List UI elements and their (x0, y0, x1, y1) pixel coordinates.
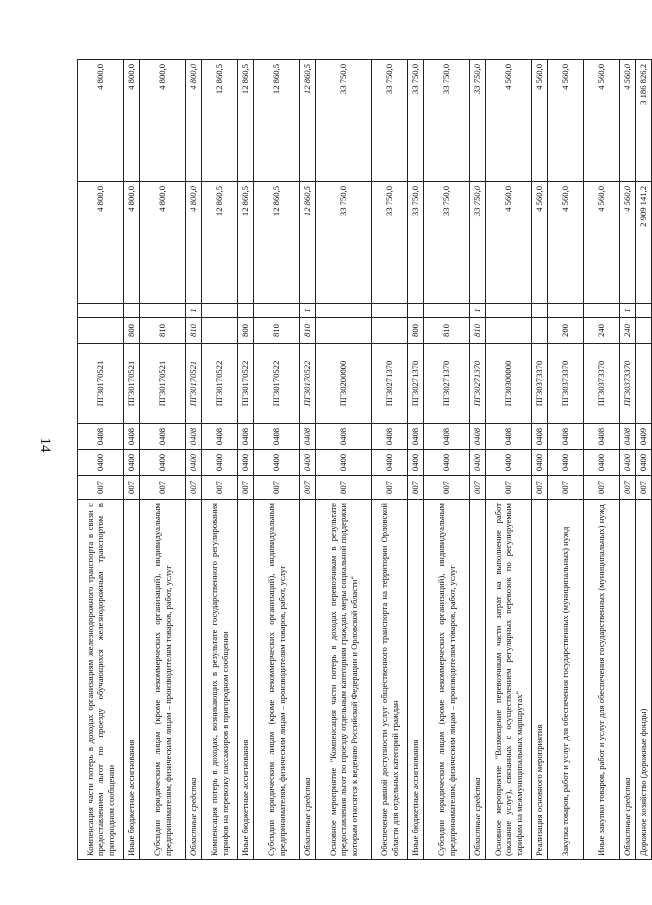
row-name: Субсидии юридическим лицам (кроме некоммерческих организаций), индивидуальным предпринимателям, физическим лицам – производителям товаров, работ, услуг (424, 500, 470, 860)
source-code (636, 304, 652, 318)
row-name: Областные средства (470, 500, 486, 860)
ved-code: 007 (470, 476, 486, 500)
subsection-code: 0408 (78, 424, 124, 450)
section-code: 0400 (372, 450, 408, 476)
expense-type-code (316, 318, 372, 344)
amount-year-1: 2 909 141,2 (636, 182, 652, 304)
ved-code: 007 (486, 476, 532, 500)
table-row (470, 60, 486, 860)
target-article-code: ПГ30300000 (486, 344, 532, 424)
row-name: Основное мероприятие "Возмещение перевозчикам части затрат на выполнение работ (оказание услуг), связанных с осуществлением регулярных перевозок по регулируемым тарифам на межмуниципальных маршрутах" (486, 500, 532, 860)
subsection-code: 0408 (140, 424, 186, 450)
section-code: 0400 (316, 450, 372, 476)
subsection-code: 0408 (470, 424, 486, 450)
source-code (316, 304, 372, 318)
target-article-code: ПГ30170522 (254, 344, 300, 424)
amount-year-2: 4 800,0 (78, 60, 124, 182)
expense-type-code: 810 (300, 318, 316, 344)
table-row (584, 60, 620, 860)
amount-year-2: 33 750,0 (470, 60, 486, 182)
expense-type-code: 810 (186, 318, 202, 344)
table-row (372, 60, 408, 860)
expense-type-code: 810 (140, 318, 186, 344)
expense-type-code: 810 (470, 318, 486, 344)
section-code: 0400 (238, 450, 254, 476)
amount-year-2: 4 560,0 (532, 60, 548, 182)
row-name: Иные закупки товаров, работ и услуг для обеспечения государственных (муниципальных) нужд (584, 500, 620, 860)
section-code: 0400 (202, 450, 238, 476)
table-row (186, 60, 202, 860)
target-article-code: ПГ30271370 (424, 344, 470, 424)
target-article-code: ПГ30170521 (124, 344, 140, 424)
row-name: Иные бюджетные ассигнования (238, 500, 254, 860)
amount-year-1: 4 560,0 (584, 182, 620, 304)
row-name: Реализация основного мероприятия (532, 500, 548, 860)
table-row (300, 60, 316, 860)
amount-year-1: 33 750,0 (470, 182, 486, 304)
table-row (254, 60, 300, 860)
ved-code: 007 (548, 476, 584, 500)
target-article-code: ПГ30373370 (620, 344, 636, 424)
source-code: 1 (300, 304, 316, 318)
source-code (254, 304, 300, 318)
amount-year-2: 12 860,5 (238, 60, 254, 182)
row-name: Субсидии юридическим лицам (кроме некоммерческих организаций), индивидуальным предпринимателям, физическим лицам – производителям товаров, работ, услуг (140, 500, 186, 860)
table-row (408, 60, 424, 860)
expense-type-code: 810 (424, 318, 470, 344)
amount-year-1: 33 750,0 (424, 182, 470, 304)
section-code: 0400 (186, 450, 202, 476)
source-code (424, 304, 470, 318)
ved-code: 007 (316, 476, 372, 500)
expense-type-code (486, 318, 532, 344)
section-code: 0400 (584, 450, 620, 476)
table-row (636, 60, 652, 860)
ved-code: 007 (254, 476, 300, 500)
amount-year-2: 33 750,0 (316, 60, 372, 182)
row-name: Компенсация части потерь в доходах организациям железнодорожного транспорта в связи с предоставлением льгот по проезду обучающихся железнодорожным транспортом в пригородном сообщении (78, 500, 124, 860)
amount-year-1: 33 750,0 (372, 182, 408, 304)
row-name: Субсидии юридическим лицам (кроме некоммерческих организаций), индивидуальным предпринимателям, физическим лицам – производителям товаров, работ, услуг (254, 500, 300, 860)
row-name: Основное мероприятие "Компенсация части потерь в доходах перевозчикам в результате предоставления льгот по проезду отдельным категориям граждан, меры социальной поддержки которым относятся к ведению Российской Федерации и Орловской области" (316, 500, 372, 860)
row-name: Закупка товаров, работ и услуг для обеспечения государственных (муниципальных) нужд (548, 500, 584, 860)
expense-type-code (532, 318, 548, 344)
section-code: 0400 (408, 450, 424, 476)
row-name: Областные средства (186, 500, 202, 860)
source-code (372, 304, 408, 318)
amount-year-1: 33 750,0 (316, 182, 372, 304)
amount-year-1: 33 750,0 (408, 182, 424, 304)
subsection-code: 0408 (124, 424, 140, 450)
page-number: 14 (37, 437, 54, 453)
section-code: 0400 (620, 450, 636, 476)
amount-year-2: 33 750,0 (408, 60, 424, 182)
amount-year-1: 4 800,0 (186, 182, 202, 304)
amount-year-2: 12 860,5 (202, 60, 238, 182)
ved-code: 007 (124, 476, 140, 500)
subsection-code: 0408 (408, 424, 424, 450)
source-code: 1 (186, 304, 202, 318)
expense-type-code: 800 (408, 318, 424, 344)
source-code (486, 304, 532, 318)
section-code: 0400 (486, 450, 532, 476)
source-code (140, 304, 186, 318)
table-row (140, 60, 186, 860)
source-code (238, 304, 254, 318)
table-row (238, 60, 254, 860)
table-row (202, 60, 238, 860)
subsection-code: 0408 (372, 424, 408, 450)
subsection-code: 0408 (486, 424, 532, 450)
section-code: 0400 (548, 450, 584, 476)
section-code: 0400 (124, 450, 140, 476)
section-code: 0400 (424, 450, 470, 476)
source-code (584, 304, 620, 318)
expense-type-code: 240 (584, 318, 620, 344)
source-code (202, 304, 238, 318)
amount-year-2: 33 750,0 (424, 60, 470, 182)
section-code: 0400 (636, 450, 652, 476)
amount-year-1: 4 800,0 (78, 182, 124, 304)
target-article-code: ПГ30373370 (532, 344, 548, 424)
target-article-code: ПГ30170521 (186, 344, 202, 424)
ved-code: 007 (408, 476, 424, 500)
amount-year-2: 4 560,0 (620, 60, 636, 182)
target-article-code (636, 344, 652, 424)
budget-table (77, 59, 652, 860)
target-article-code: ПГ30170521 (78, 344, 124, 424)
amount-year-1: 4 560,0 (620, 182, 636, 304)
source-code (532, 304, 548, 318)
subsection-code: 0408 (186, 424, 202, 450)
ved-code: 007 (300, 476, 316, 500)
section-code: 0400 (254, 450, 300, 476)
ved-code: 007 (140, 476, 186, 500)
amount-year-2: 3 186 826,2 (636, 60, 652, 182)
source-code: 1 (620, 304, 636, 318)
amount-year-1: 4 560,0 (532, 182, 548, 304)
ved-code: 007 (584, 476, 620, 500)
table-row (78, 60, 124, 860)
amount-year-1: 12 860,5 (300, 182, 316, 304)
ved-code: 007 (532, 476, 548, 500)
row-name: Иные бюджетные ассигнования (408, 500, 424, 860)
table-row (424, 60, 470, 860)
row-name: Областные средства (300, 500, 316, 860)
subsection-code: 0408 (532, 424, 548, 450)
amount-year-2: 4 800,0 (124, 60, 140, 182)
target-article-code: ПГ30271370 (408, 344, 424, 424)
amount-year-2: 4 800,0 (186, 60, 202, 182)
amount-year-1: 12 860,5 (254, 182, 300, 304)
table-row (620, 60, 636, 860)
section-code: 0400 (78, 450, 124, 476)
amount-year-1: 12 860,5 (238, 182, 254, 304)
ved-code: 007 (238, 476, 254, 500)
source-code (548, 304, 584, 318)
amount-year-2: 4 800,0 (140, 60, 186, 182)
target-article-code: ПГ30170522 (238, 344, 254, 424)
table-row (486, 60, 532, 860)
source-code (124, 304, 140, 318)
table-row (124, 60, 140, 860)
expense-type-code (202, 318, 238, 344)
expense-type-code (372, 318, 408, 344)
target-article-code: ПГ30271370 (470, 344, 486, 424)
subsection-code: 0408 (424, 424, 470, 450)
target-article-code: ПГ30271370 (372, 344, 408, 424)
amount-year-2: 33 750,0 (372, 60, 408, 182)
subsection-code: 0408 (584, 424, 620, 450)
amount-year-2: 4 560,0 (548, 60, 584, 182)
target-article-code: ПГ30200000 (316, 344, 372, 424)
row-name: Иные бюджетные ассигнования (124, 500, 140, 860)
source-code (408, 304, 424, 318)
amount-year-1: 4 800,0 (140, 182, 186, 304)
row-name: Дорожное хозяйство (дорожные фонды) (636, 500, 652, 860)
amount-year-2: 12 860,5 (300, 60, 316, 182)
row-name: Компенсация потерь в доходах, возникающих в результате государственного регулирования тарифов на перевозку пассажиров в пригородном сообщении (202, 500, 238, 860)
expense-type-code: 240 (620, 318, 636, 344)
subsection-code: 0409 (636, 424, 652, 450)
ved-code: 007 (620, 476, 636, 500)
target-article-code: ПГ30170521 (140, 344, 186, 424)
amount-year-1: 4 560,0 (548, 182, 584, 304)
table-row (548, 60, 584, 860)
expense-type-code (636, 318, 652, 344)
rotated-table-container (77, 60, 649, 860)
target-article-code: ПГ30170522 (300, 344, 316, 424)
expense-type-code: 200 (548, 318, 584, 344)
ved-code: 007 (202, 476, 238, 500)
subsection-code: 0408 (202, 424, 238, 450)
amount-year-2: 4 560,0 (584, 60, 620, 182)
table-row (532, 60, 548, 860)
row-name: Областные средства (620, 500, 636, 860)
expense-type-code (78, 318, 124, 344)
source-code: 1 (470, 304, 486, 318)
section-code: 0400 (300, 450, 316, 476)
amount-year-1: 4 800,0 (124, 182, 140, 304)
expense-type-code: 800 (124, 318, 140, 344)
section-code: 0400 (532, 450, 548, 476)
ved-code: 007 (78, 476, 124, 500)
amount-year-1: 12 860,5 (202, 182, 238, 304)
table-row (316, 60, 372, 860)
amount-year-2: 12 860,5 (254, 60, 300, 182)
target-article-code: ПГ30170522 (202, 344, 238, 424)
subsection-code: 0408 (316, 424, 372, 450)
expense-type-code: 800 (238, 318, 254, 344)
subsection-code: 0408 (620, 424, 636, 450)
target-article-code: ПГ30373370 (584, 344, 620, 424)
subsection-code: 0408 (548, 424, 584, 450)
subsection-code: 0408 (254, 424, 300, 450)
row-name: Обеспечение равной доступности услуг общественного транспорта на территории Орловской области для отдельных категорий граждан (372, 500, 408, 860)
amount-year-1: 4 560,0 (486, 182, 532, 304)
expense-type-code: 810 (254, 318, 300, 344)
ved-code: 007 (636, 476, 652, 500)
amount-year-2: 4 560,0 (486, 60, 532, 182)
subsection-code: 0408 (238, 424, 254, 450)
subsection-code: 0408 (300, 424, 316, 450)
target-article-code: ПГ30373370 (548, 344, 584, 424)
section-code: 0400 (140, 450, 186, 476)
section-code: 0400 (470, 450, 486, 476)
ved-code: 007 (186, 476, 202, 500)
ved-code: 007 (424, 476, 470, 500)
source-code (78, 304, 124, 318)
ved-code: 007 (372, 476, 408, 500)
